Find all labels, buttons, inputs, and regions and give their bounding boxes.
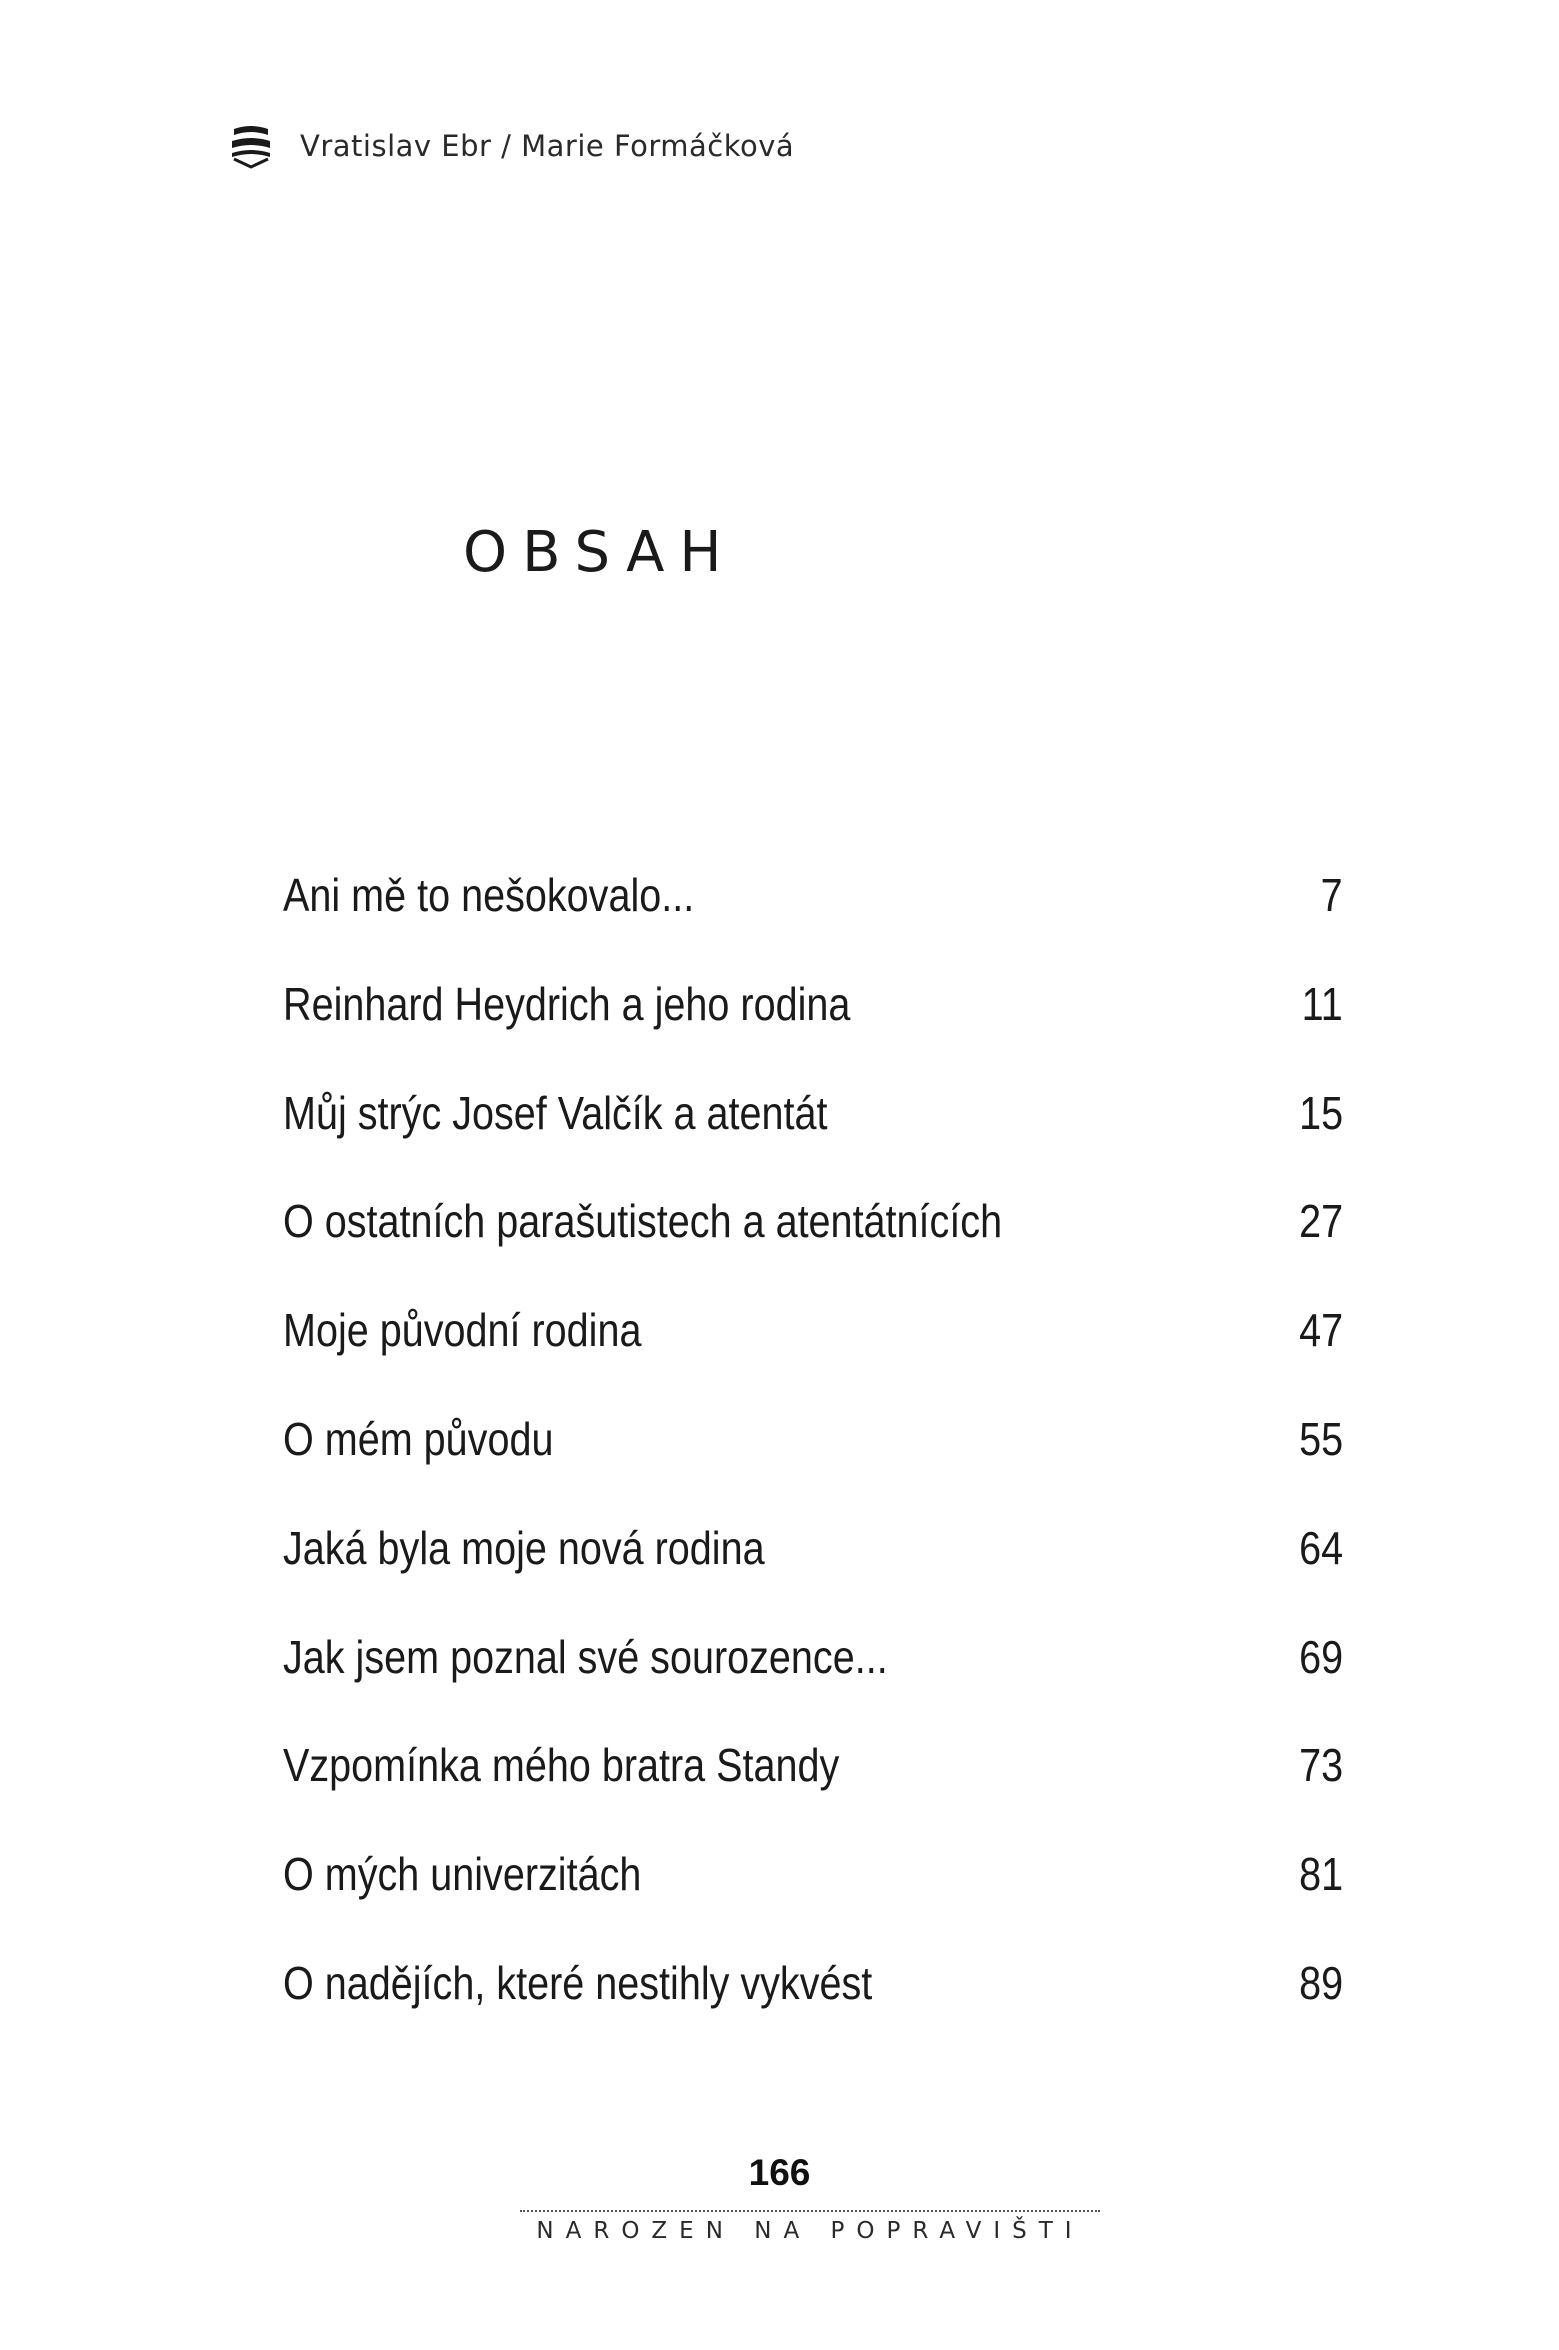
toc-entry-title: Můj strýc Josef Valčík a atentát [283, 1086, 828, 1139]
book-title-footer: NAROZEN NA POPRAVIŠTI [536, 2218, 1084, 2244]
author-name: Vratislav Ebr / Marie Formáčková [300, 129, 795, 163]
toc-entry-page: 15 [1298, 1086, 1343, 1139]
toc-entry[interactable] [283, 1194, 1343, 1303]
running-head [228, 118, 794, 174]
toc-entry-page: 73 [1298, 1739, 1343, 1792]
toc-entry-title: O nadějích, které nestihly vykvést [283, 1956, 873, 2009]
toc-entry-page: 7 [1320, 869, 1343, 921]
toc-entry[interactable] [283, 1086, 1343, 1195]
toc-entry-page: 89 [1298, 1956, 1343, 2009]
toc-entry[interactable] [283, 868, 1343, 977]
toc-entry-title: Moje původní rodina [283, 1304, 642, 1357]
toc-entry-page: 47 [1298, 1304, 1343, 1357]
toc-entry[interactable] [283, 977, 1343, 1086]
toc-entry-page: 55 [1298, 1412, 1343, 1465]
toc-entry[interactable] [283, 1412, 1343, 1521]
toc-entry[interactable] [283, 1738, 1343, 1847]
toc-entry[interactable] [283, 1521, 1343, 1630]
toc-entry-title: O mých univerzitách [283, 1848, 642, 1901]
toc-entry[interactable] [283, 1847, 1343, 1956]
toc-entry-page: 11 [1301, 977, 1343, 1030]
toc-entry-title: Jak jsem poznal své sourozence... [283, 1630, 888, 1683]
toc-entry-title: O ostatních parašutistech a atentátnících [283, 1195, 1003, 1248]
contents-title: OBSAH [463, 520, 737, 585]
toc-entry[interactable] [283, 1630, 1343, 1739]
toc-entry-title: Reinhard Heydrich a jeho rodina [283, 977, 851, 1030]
toc-entry[interactable] [283, 1303, 1343, 1412]
toc-entry-title: Ani mě to nešokovalo... [283, 869, 695, 921]
book-stack-icon [228, 121, 274, 171]
toc-entry-page: 64 [1298, 1521, 1343, 1574]
page-number: 166 [748, 2152, 811, 2193]
toc-entry-page: 69 [1298, 1630, 1343, 1683]
toc-entry-page: 81 [1298, 1848, 1343, 1901]
toc-entry-title: Jaká byla moje nová rodina [283, 1521, 765, 1574]
toc-entry-title: Vzpomínka mého bratra Standy [283, 1739, 840, 1792]
toc-entry[interactable] [283, 1956, 1343, 2065]
table-of-contents [283, 868, 1343, 2065]
toc-entry-title: O mém původu [283, 1412, 554, 1465]
toc-entry-page: 27 [1298, 1195, 1343, 1248]
footer-divider [520, 2210, 1100, 2212]
